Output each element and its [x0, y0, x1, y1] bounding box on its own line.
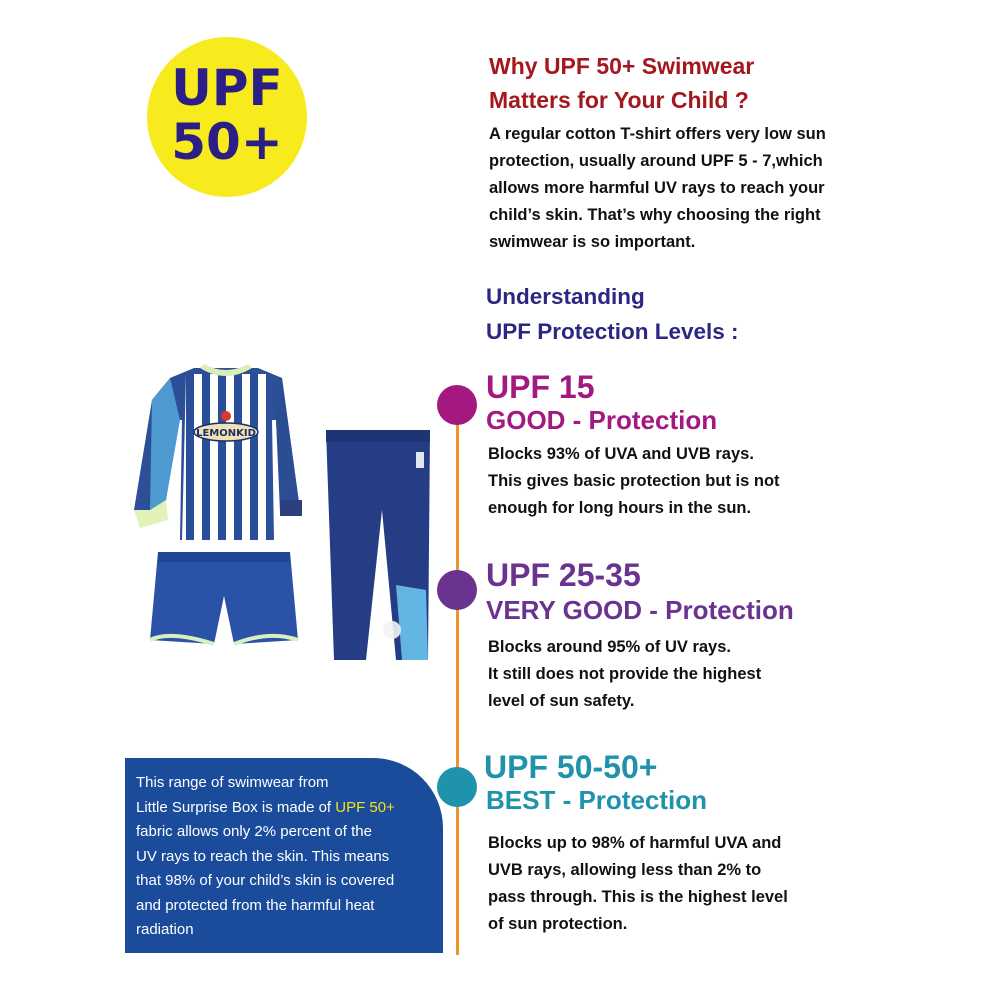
level-dot-upf50	[437, 767, 477, 807]
rash-guard-shirt	[134, 364, 302, 540]
level-desc-upf15	[488, 441, 848, 522]
understanding-line1: Understanding	[486, 284, 645, 309]
timeline-line	[456, 400, 459, 955]
badge-line1: UPF	[171, 59, 283, 117]
intro-paragraph	[489, 121, 889, 256]
panel-line: that 98% of your child’s skin is covered	[136, 872, 395, 889]
intro-line: swimwear is so important.	[489, 233, 696, 251]
intro-line: A regular cotton T-shirt offers very low sun	[489, 125, 826, 143]
intro-line: allows more harmful UV rays to reach your	[489, 179, 825, 197]
intro-line: child’s skin. That’s why choosing the right	[489, 206, 821, 224]
level-desc-upf50	[488, 830, 848, 938]
level-desc-line: It still does not provide the highest	[488, 665, 762, 683]
swim-shorts	[150, 552, 298, 644]
info-panel-text	[136, 771, 441, 943]
level-title-upf15: UPF 15	[486, 369, 595, 405]
level-desc-line: Blocks up to 98% of harmful UVA and	[488, 834, 782, 852]
level-desc-line: Blocks 93% of UVA and UVB rays.	[488, 445, 754, 463]
swim-leggings	[326, 430, 430, 660]
level-desc-upf25-35	[488, 634, 848, 715]
level-desc-line: level of sun safety.	[488, 692, 635, 710]
level-title-upf50: UPF 50-50+	[484, 749, 658, 785]
level-subtitle-upf25-35: VERY GOOD - Protection	[486, 595, 794, 625]
panel-line: UV rays to reach the skin. This means	[136, 847, 390, 865]
intro-heading-line2: Matters for Your Child ?	[489, 87, 749, 113]
panel-line-prefix: Little Surprise Box is made of	[136, 798, 336, 816]
panel-highlight: UPF 50+	[335, 798, 395, 816]
panel-line: This range of swimwear from	[136, 774, 329, 791]
intro-line: protection, usually around UPF 5 - 7,which	[489, 152, 823, 170]
level-dot-upf15	[437, 385, 477, 425]
level-subtitle-upf50: BEST - Protection	[486, 785, 708, 815]
level-desc-line: pass through. This is the highest level	[488, 888, 788, 906]
panel-line	[136, 796, 441, 821]
lemonkid-logo: LEMONKID	[196, 428, 256, 439]
badge-line2: 50+	[171, 113, 283, 171]
panel-line: fabric allows only 2% percent of the	[136, 823, 372, 840]
level-subtitle-upf15: GOOD - Protection	[486, 405, 718, 435]
intro-heading-line1: Why UPF 50+ Swimwear	[489, 53, 755, 79]
level-desc-line: Blocks around 95% of UV rays.	[488, 638, 731, 656]
swimwear-set-image	[130, 360, 440, 680]
panel-line: radiation	[136, 921, 194, 938]
level-dot-upf25-35	[437, 570, 477, 610]
understanding-line2: UPF Protection Levels :	[486, 319, 739, 344]
upf-badge	[147, 37, 307, 197]
level-title-upf25-35: UPF 25-35	[486, 557, 641, 593]
level-desc-line: UVB rays, allowing less than 2% to	[488, 861, 762, 879]
level-desc-line: of sun protection.	[488, 915, 628, 933]
level-desc-line: This gives basic protection but is not	[488, 472, 780, 490]
panel-line: and protected from the harmful heat	[136, 896, 375, 914]
level-desc-line: enough for long hours in the sun.	[488, 499, 752, 517]
